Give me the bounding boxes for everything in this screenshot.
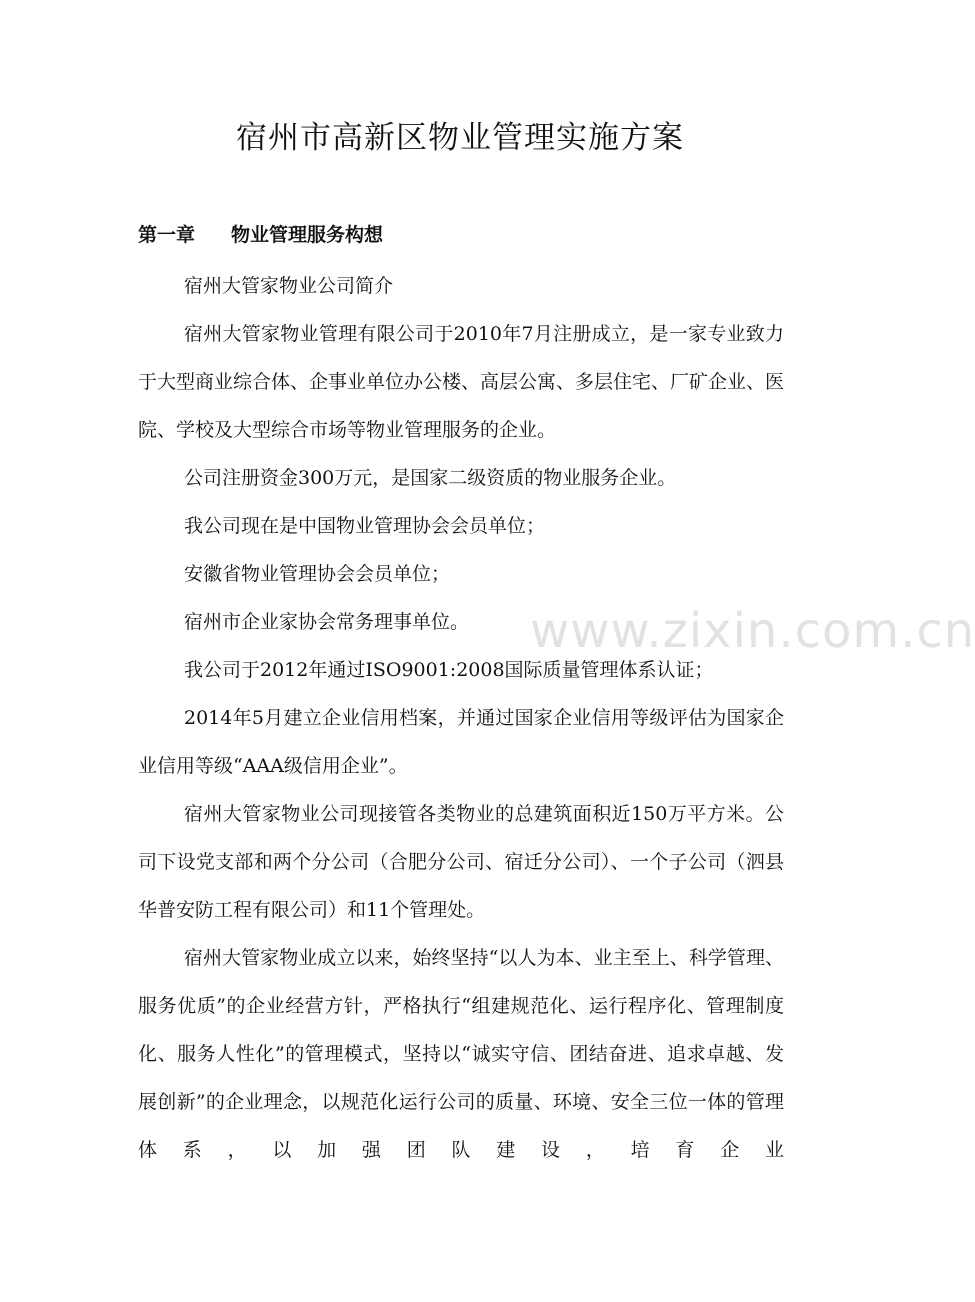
paragraph-company-intro-heading: 宿州大管家物业公司简介: [184, 275, 394, 297]
body-text: [138, 262, 784, 1174]
paragraph-credit-rating: 2014年5月建立企业信用档案，并通过国家企业信用等级评估为国家企业信用等级“AAA级信用企业”。: [138, 707, 784, 777]
chapter-number: 第一章: [138, 224, 196, 246]
paragraph-business-philosophy: 宿州大管家物业成立以来，始终坚持“以人为本、业主至上、科学管理、服务优质”的企业经营方针，严格执行“组建规范化、运行程序化、管理制度化、服务人性化”的管理模式，坚持以“诚实守信、团结奋进、追求卓越、发展创新”的企业理念，以规范化运行公司的质量、环境、安全三位一体的管理体系，以加强团队建设，培育企业: [138, 947, 784, 1161]
document-title: 宿州市高新区物业管理实施方案: [236, 120, 684, 156]
chapter-title: 物业管理服务构想: [231, 224, 384, 246]
paragraph-company-overview: 宿州大管家物业管理有限公司于2010年7月注册成立，是一家专业致力于大型商业综合体、企事业单位办公楼、高层公寓、多层住宅、厂矿企业、医院、学校及大型综合市场等物业管理服务的企业。: [138, 323, 785, 441]
paragraph-membership-provincial: 安徽省物业管理协会会员单位；: [184, 563, 451, 585]
paragraph-membership-city: 宿州市企业家协会常务理事单位。: [184, 611, 470, 633]
paragraph-iso-certification: 我公司于2012年通过ISO9001:2008国际质量管理体系认证；: [184, 659, 714, 681]
paragraph-registered-capital: 公司注册资金300万元，是国家二级资质的物业服务企业。: [184, 467, 677, 489]
watermark: www.zixin.com.cn: [530, 603, 975, 659]
paragraph-membership-national: 我公司现在是中国物业管理协会会员单位；: [184, 515, 546, 537]
paragraph-managed-area: 宿州大管家物业公司现接管各类物业的总建筑面积近150万平方米。公司下设党支部和两个分公司（合肥分公司、宿迁分公司）、一个子公司（泗县华普安防工程有限公司）和11个管理处。: [138, 803, 784, 921]
chapter-heading: [138, 220, 383, 247]
